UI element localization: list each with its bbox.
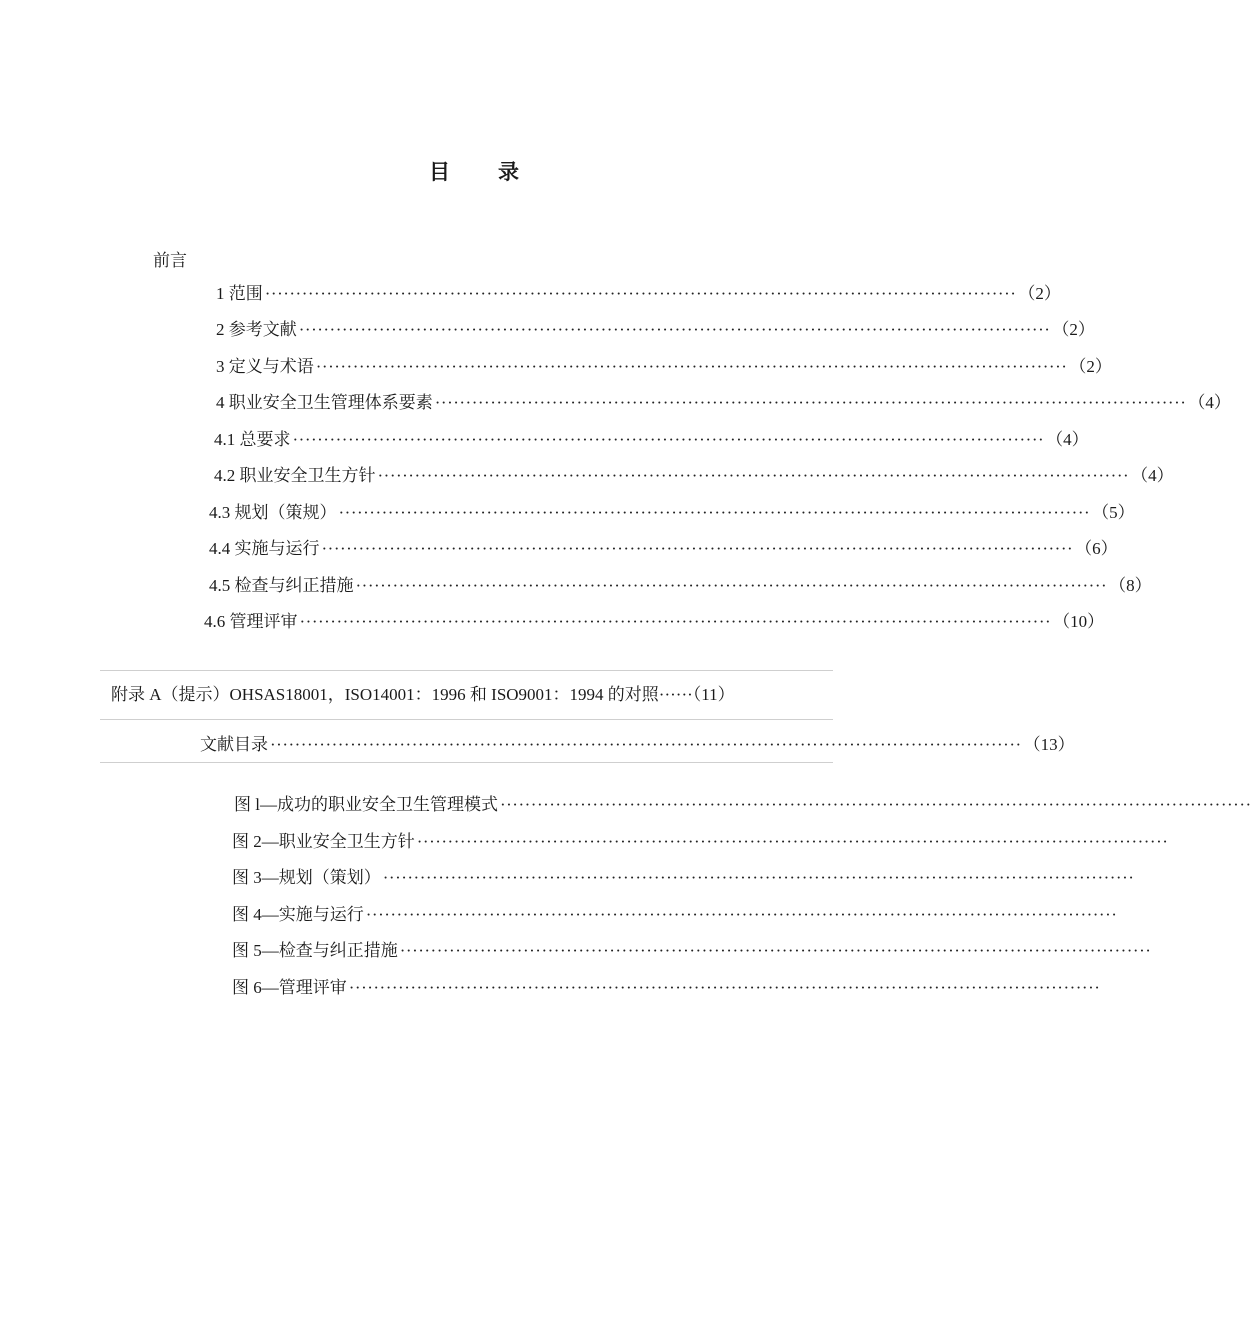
leader-dots: ·························································································································· xyxy=(434,393,1187,412)
leader-dots: ·························································································································· xyxy=(382,868,1135,887)
figure-entry[interactable]: 图 3—规划（策划） ·························································································································· xyxy=(232,866,702,890)
leader-dots: ·························································································································· xyxy=(321,539,1074,558)
divider xyxy=(100,762,833,763)
leader-dots: ·························································································································· xyxy=(270,735,1022,754)
leader-dots: ·························································································································· xyxy=(299,612,1052,631)
page-number: （4） xyxy=(1131,466,1174,485)
toc-entry[interactable]: 4.6 管理评审 ·························································································································· （10） xyxy=(204,610,722,634)
figure-entry[interactable]: 图 6—管理评审 ·························································································································· xyxy=(232,976,702,1000)
page-number: （10） xyxy=(1053,612,1105,631)
toc-entry[interactable]: 4.1 总要求 ·························································································································· （4） xyxy=(214,428,712,452)
toc-entry[interactable]: 2 参考文献 ·························································································································· （2） xyxy=(216,318,712,342)
toc-preface[interactable]: 前言 xyxy=(153,251,187,270)
leader-dots: ·························································································································· xyxy=(416,832,1169,851)
divider xyxy=(100,719,833,720)
page-number: （2） xyxy=(1052,320,1095,339)
leader-dots: ·························································································································· xyxy=(348,978,1101,997)
leader-dots: ·························································································································· xyxy=(499,795,1252,814)
toc-appendix-a[interactable]: 附录 A（提示）OHSAS18001，ISO14001：1996 和 ISO9001：1994 的对照······（11） xyxy=(111,685,735,704)
page-number: （2） xyxy=(1018,284,1061,303)
toc-bibliography[interactable]: 文献目录 ·························································································································· （13） xyxy=(200,733,728,757)
page-number: （5） xyxy=(1092,503,1135,522)
toc-entry[interactable]: 3 定义与术语 ·························································································································· （2） xyxy=(216,355,712,379)
page-number: （2） xyxy=(1069,357,1112,376)
leader-dots: ·························································································································· xyxy=(399,941,1152,960)
leader-dots: ·························································································································· xyxy=(292,430,1045,449)
figure-entry[interactable]: 图 5—检查与纠正措施 ·························································································································· xyxy=(232,939,702,963)
leader-dots: ·························································································································· xyxy=(315,357,1068,376)
title-char-2: 录 xyxy=(498,160,521,184)
leader-dots: ·························································································································· xyxy=(355,576,1108,595)
page-number: （8） xyxy=(1109,576,1152,595)
leader-dots: ·························································································································· xyxy=(338,503,1091,522)
title-char-1: 目 xyxy=(429,160,452,184)
toc-entry[interactable]: 1 范围 ·························································································································· （2） xyxy=(216,282,712,306)
toc-entry[interactable]: 4 职业安全卫生管理体系要素 ·························································································································· （4） xyxy=(216,391,712,415)
toc-entry[interactable]: 4.5 检查与纠正措施 ·························································································································· （8） xyxy=(209,574,718,598)
page-number: （4） xyxy=(1046,430,1089,449)
toc-entry[interactable]: 4.4 实施与运行 ·························································································································· （6） xyxy=(209,537,718,561)
leader-dots: ·························································································································· xyxy=(365,905,1118,924)
divider xyxy=(100,670,833,671)
page-number: （13） xyxy=(1023,735,1075,754)
figure-entry[interactable]: 图 4—实施与运行 ·························································································································· xyxy=(232,903,702,927)
figure-entry[interactable]: 图 l—成功的职业安全卫生管理模式 ·························································································································· xyxy=(234,793,702,817)
page-title xyxy=(0,156,950,186)
leader-dots: ·························································································································· xyxy=(264,284,1017,303)
page-number: （6） xyxy=(1075,539,1118,558)
toc-entry[interactable]: 4.3 规划（策规） ·························································································································· （5） xyxy=(209,501,718,525)
toc-entry[interactable]: 4.2 职业安全卫生方针 ·························································································································· （4） xyxy=(214,464,712,488)
leader-dots: ·························································································································· xyxy=(377,466,1130,485)
leader-dots: ·························································································································· xyxy=(298,320,1051,339)
figure-entry[interactable]: 图 2—职业安全卫生方针 ·························································································································· xyxy=(232,830,702,854)
page-number: （4） xyxy=(1188,393,1231,412)
